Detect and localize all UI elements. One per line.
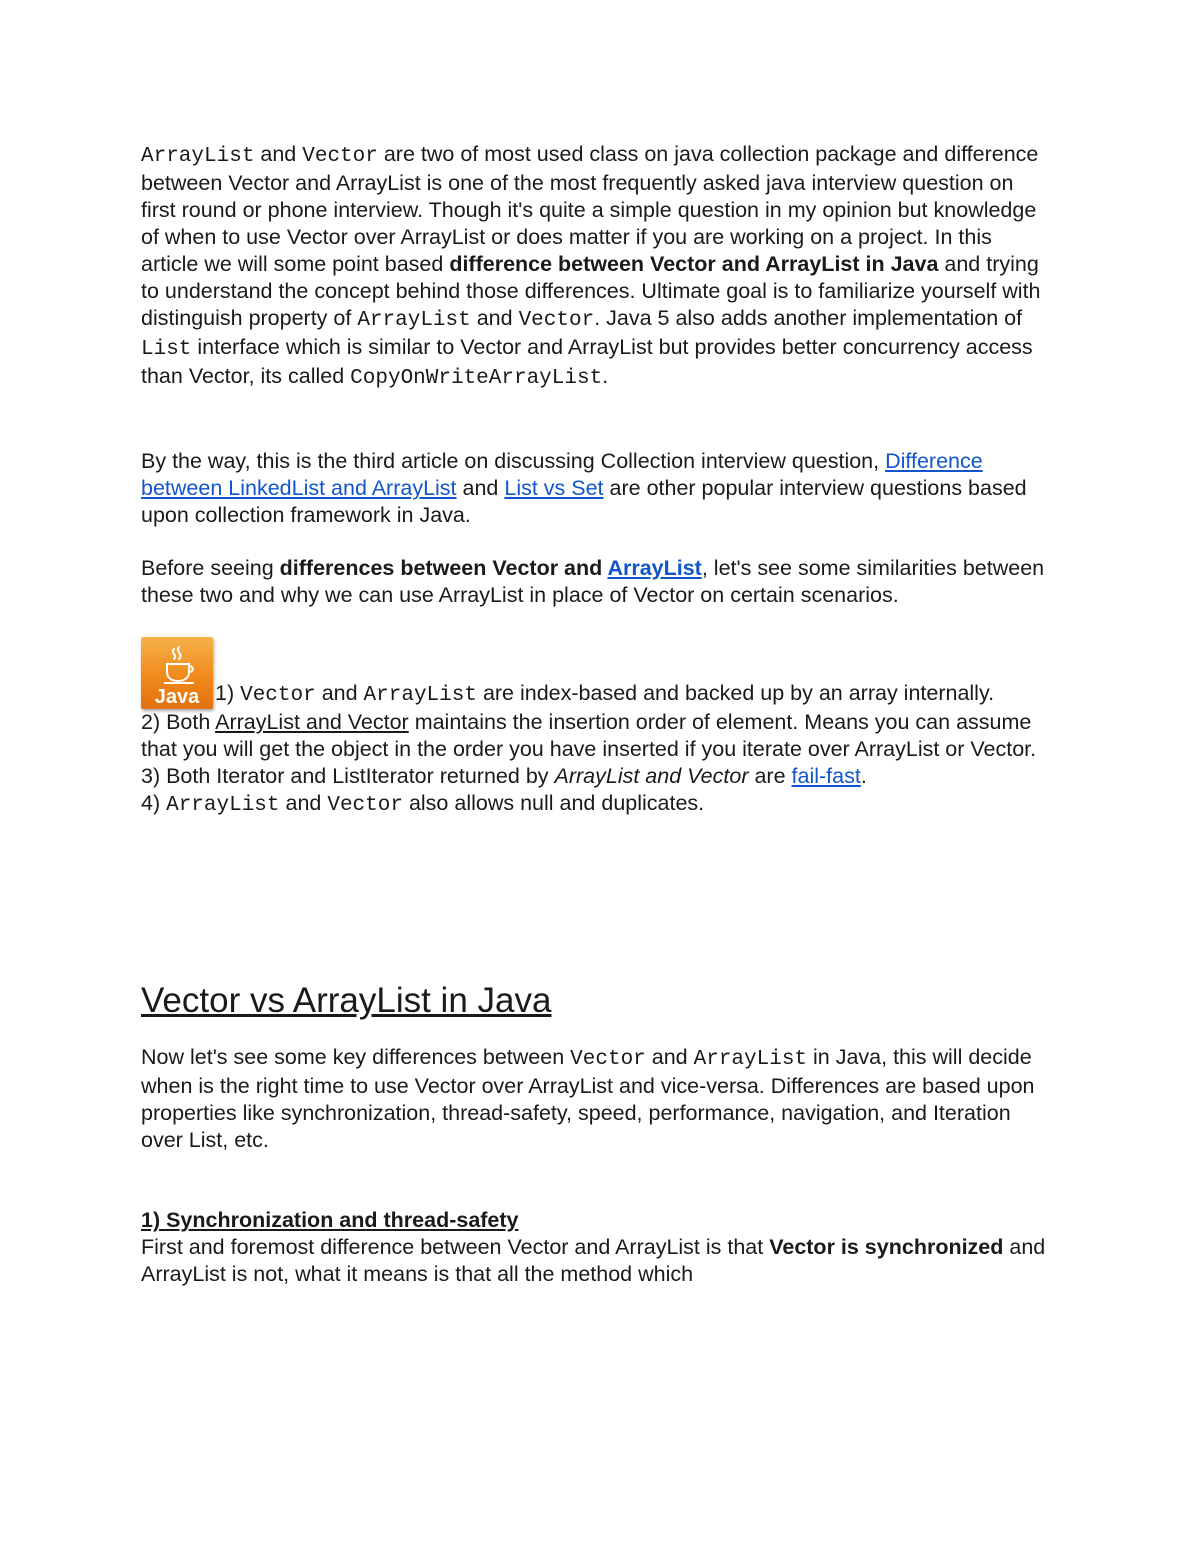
underlined-arraylist-and-vector: ArrayList and Vector bbox=[215, 710, 409, 734]
similarity-3: 3) Both Iterator and ListIterator returned by ArrayList and Vector are fail-fast. bbox=[141, 764, 867, 788]
synchronization-paragraph: First and foremost difference between Vector and ArrayList is that Vector is synchronized and ArrayList is not, what it means is that all the method which bbox=[141, 1235, 1046, 1287]
link-arraylist[interactable]: ArrayList bbox=[607, 556, 702, 580]
italic-arraylist-and-vector: ArrayList and Vector bbox=[554, 764, 749, 788]
intro-paragraph: ArrayList and Vector are two of most used class on java collection package and difference between Vector and ArrayList is one of the most frequently asked java interview question on first round or phone interview. Though it's quite a simple question in my opinion but knowledge of when to use Vector over ArrayList or does matter if you are working on a project. In this article we will some point based difference between Vector and ArrayList in Java and trying to understand the concept behind those differences. Ultimate goal is to familiarize yourself with distinguish property of ArrayList and Vector. Java 5 also adds another implementation of List interface which is similar to Vector and ArrayList but provides better concurrency access than Vector, its called CopyOnWriteArrayList. bbox=[141, 142, 1041, 390]
code-vector: Vector bbox=[302, 145, 378, 168]
code-arraylist: ArrayList bbox=[141, 145, 255, 168]
code-arraylist: ArrayList bbox=[357, 309, 471, 332]
bold-differences: differences between Vector and bbox=[279, 556, 608, 580]
code-vector: Vector bbox=[327, 794, 403, 817]
code-arraylist: ArrayList bbox=[363, 684, 477, 707]
code-arraylist: ArrayList bbox=[693, 1048, 808, 1072]
code-vector: Vector bbox=[518, 309, 595, 332]
similarity-4: 4) ArrayList and Vector also allows null and duplicates. bbox=[141, 791, 705, 817]
java-logo-text: Java bbox=[154, 686, 200, 708]
bold-difference: difference between Vector and ArrayList in Java bbox=[449, 252, 939, 276]
code-arraylist: ArrayList bbox=[166, 794, 280, 817]
bold-vector-synchronized: Vector is synchronized bbox=[769, 1235, 1004, 1260]
java-logo-icon bbox=[141, 637, 213, 709]
code-copyonwritearraylist: CopyOnWriteArrayList bbox=[350, 367, 603, 390]
document-page bbox=[141, 141, 1051, 1288]
synchronization-title: 1) Synchronization and thread-safety bbox=[141, 1208, 519, 1233]
section-heading: Vector vs ArrayList in Java bbox=[141, 981, 552, 1020]
before-paragraph: Before seeing differences between Vector and ArrayList, let's see some similarities between these two and why we can use ArrayList in place of Vector on certain scenarios. bbox=[141, 556, 1045, 607]
link-fail-fast[interactable]: fail-fast bbox=[791, 764, 861, 788]
link-linkedlist-vs-arraylist[interactable]: Difference between LinkedList and ArrayList bbox=[141, 449, 983, 500]
code-list: List bbox=[141, 338, 192, 361]
similarity-2: 2) Both ArrayList and Vector maintains the insertion order of element. Means you can assume that you will get the object in the order you have inserted if you iterate over ArrayList or Vector. bbox=[141, 710, 1037, 761]
link-list-vs-set[interactable]: List vs Set bbox=[504, 476, 604, 500]
key-differences-paragraph: Now let's see some key differences between Vector and ArrayList in Java, this will decide when is the right time to use Vector over ArrayList and vice-versa. Differences are based upon properties like synchronization, thread-safety, speed, performance, navigation, and Iteration over List, etc. bbox=[141, 1045, 1035, 1153]
by-the-way-paragraph: By the way, this is the third article on discussing Collection interview question, Difference between LinkedList and ArrayList and List vs Set are other popular interview questions based upon collection framework in Java. bbox=[141, 449, 1027, 527]
code-vector: Vector bbox=[240, 684, 316, 707]
similarity-1: Java 1) Vector and ArrayList are index-based and backed up by an array internally. bbox=[141, 637, 1051, 709]
similarities-list bbox=[141, 637, 1051, 819]
code-vector: Vector bbox=[570, 1048, 646, 1072]
